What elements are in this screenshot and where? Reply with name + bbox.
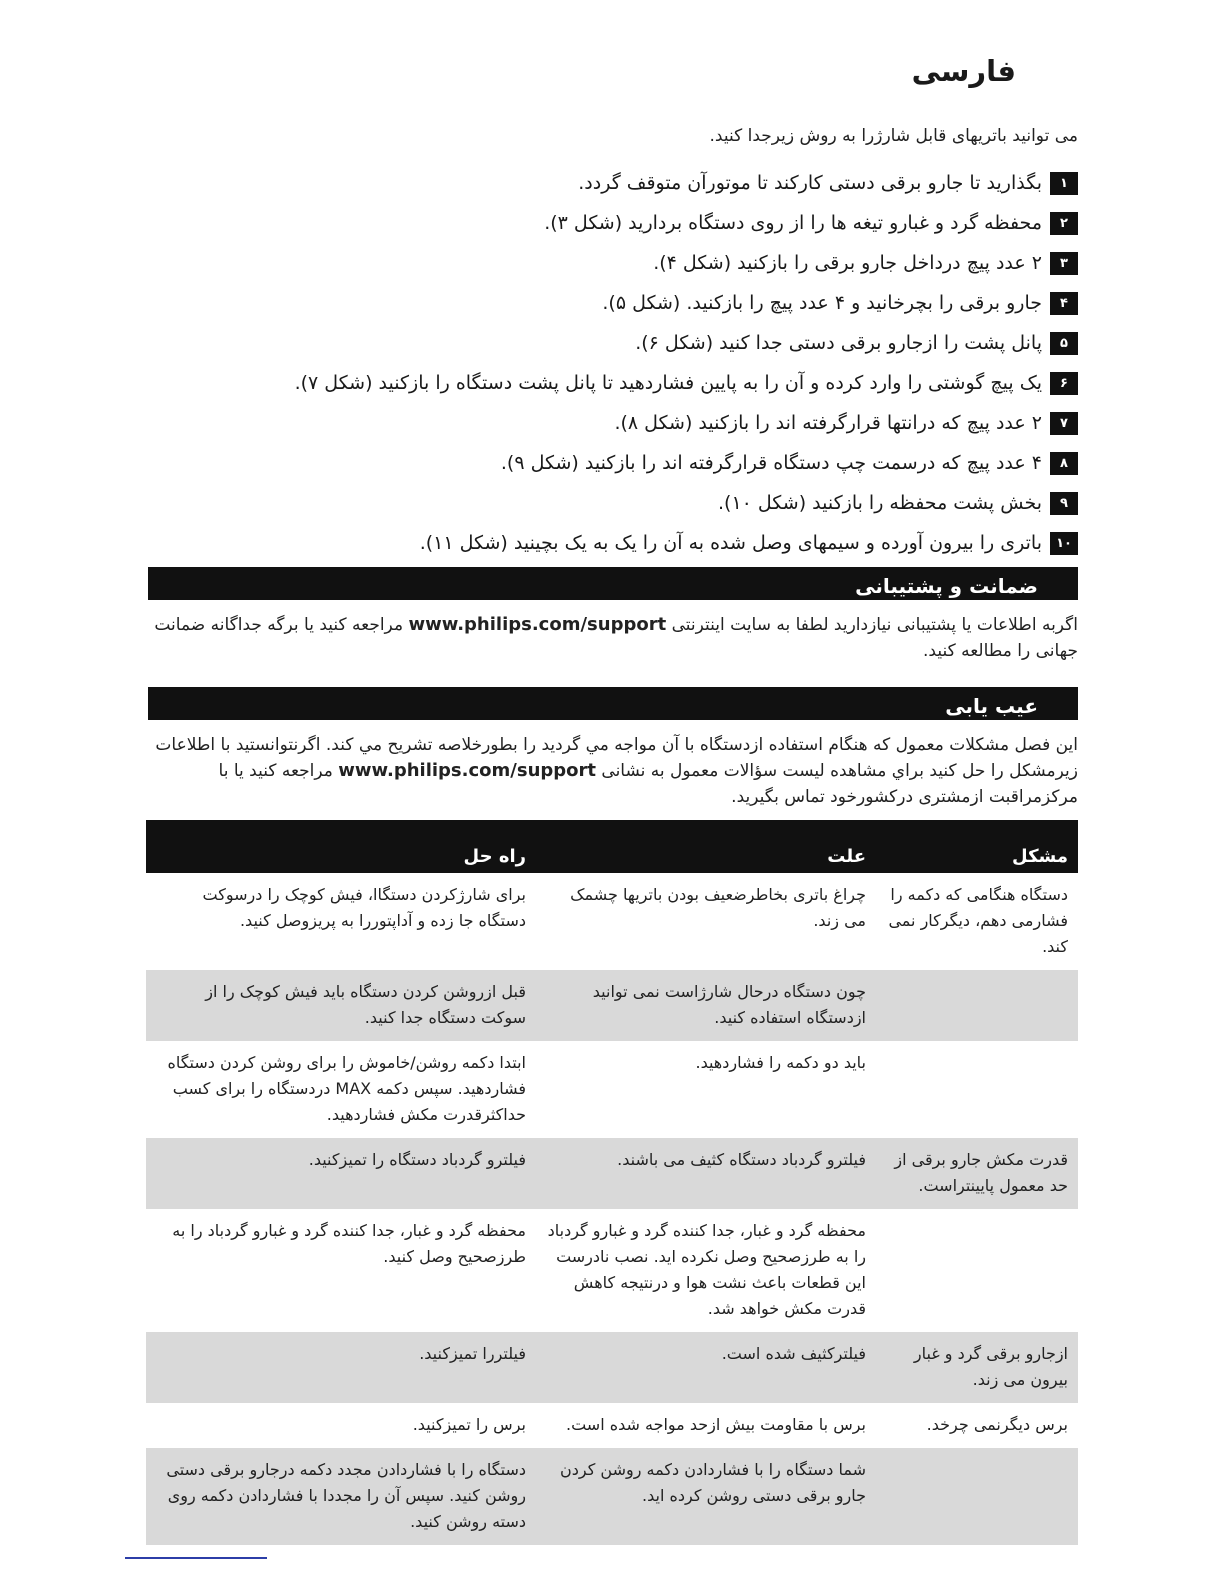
- table-row: [146, 1209, 1078, 1332]
- warranty-heading: ضمانت و پشتیبانی: [855, 574, 1038, 598]
- step-text: ۲ عدد پیچ که درانتها قرارگرفته اند را بازکنید (شکل ۸).: [614, 412, 1042, 434]
- step-text: محفظه گرد و غبارو تیغه ها را از روی دستگاه بردارید (شکل ۳).: [544, 212, 1042, 234]
- cell-cause: شما دستگاه را با فشاردادن دکمه روشن کردن جارو برقی دستی روشن کرده اید.: [536, 1448, 876, 1545]
- cell-problem: [876, 1041, 1078, 1138]
- step-text: بخش پشت محفظه را بازکنید (شکل ۱۰).: [717, 492, 1042, 514]
- table-row: [146, 1448, 1078, 1545]
- step-item: [295, 203, 1078, 243]
- step-text: بگذارید تا جارو برقی دستی کارکند تا موتورآن متوقف گردد.: [578, 172, 1042, 194]
- cell-solution: فیلتررا تمیزکنید.: [146, 1332, 536, 1403]
- table-row: [146, 873, 1078, 970]
- cell-problem: قدرت مکش جارو برقی از حد معمول پایینتراست.: [876, 1138, 1078, 1209]
- header-cause: علت: [536, 820, 876, 873]
- support-link[interactable]: www.philips.com/support: [408, 614, 667, 635]
- step-number: ۳: [1050, 252, 1078, 275]
- intro-text: می توانید باتریهای قابل شارژرا به روش زیرجدا کنید.: [709, 126, 1078, 146]
- cell-problem: ازجارو برقی گرد و غبار بیرون می زند.: [876, 1332, 1078, 1403]
- step-number: ۹: [1050, 492, 1078, 515]
- cell-problem: [876, 1448, 1078, 1545]
- step-item: [295, 283, 1078, 323]
- step-text: یک پیچ گوشتی را وارد کرده و آن را به پایین فشاردهید تا پانل پشت دستگاه را بازکنید (شکل ۷).: [294, 372, 1042, 394]
- step-item: [295, 243, 1078, 283]
- step-item: [295, 443, 1078, 483]
- cell-problem: برس دیگرنمی چرخد.: [926, 1415, 1068, 1434]
- cell-solution: برس را تمیزکنید.: [412, 1415, 526, 1434]
- cell-cause: باید دو دکمه را فشاردهید.: [695, 1053, 866, 1072]
- warranty-text-before: اگربه اطلاعات یا پشتیبانی نیازدارید لطفا به سایت اینترنتی: [666, 615, 1078, 635]
- cell-cause: چراغ باتری بخاطرضعیف بودن باتریها چشمک می زند.: [570, 885, 866, 930]
- step-number: ۴: [1050, 292, 1078, 315]
- step-item: [295, 163, 1078, 203]
- cell-solution: محفظه گرد و غبار، جدا کننده گرد و غبارو گردباد را به طرزصحیح وصل کنید.: [172, 1221, 526, 1266]
- table-row: [146, 1332, 1078, 1403]
- step-text: باتری را بیرون آورده و سیمهای وصل شده به آن را یک به یک بچینید (شکل ۱۱).: [419, 532, 1042, 554]
- warranty-text-after: مراجعه کنید یا برگه جداگانه ضمانت جهانی را مطالعه کنید.: [154, 615, 1078, 661]
- cell-solution: دستگاه را با فشاردادن مجدد دکمه درجارو برقی دستی روشن کنید. سپس آن را مجددا با فشاردادن دکمه روی دسته روشن کنید.: [146, 1448, 536, 1545]
- step-item: [295, 483, 1078, 523]
- cell-cause: فیلترکثیف شده است.: [536, 1332, 876, 1403]
- step-text: جارو برقی را بچرخانید و ۴ عدد پیچ را بازکنید. (شکل ۵).: [602, 292, 1042, 314]
- warranty-heading-bar: [148, 567, 1078, 600]
- step-number: ۸: [1050, 452, 1078, 475]
- troubleshooting-heading: عیب یابی: [945, 694, 1038, 718]
- table-row: [146, 1138, 1078, 1209]
- cell-solution: قبل ازروشن کردن دستگاه باید فیش کوچک را از سوکت دستگاه جدا کنید.: [146, 970, 536, 1041]
- cell-solution: فیلترو گردباد دستگاه را تمیزکنید.: [146, 1138, 536, 1209]
- cell-cause: برس با مقاومت بیش ازحد مواجه شده است.: [565, 1415, 866, 1434]
- troubleshooting-text-after: مراجعه كنيد يا با مرکزمراقبت ازمشتری درکشورخود تماس بگيريد.: [218, 761, 1078, 807]
- cell-problem: [876, 970, 1078, 1041]
- table-header-row: [146, 820, 1078, 873]
- troubleshooting-text: [148, 732, 1078, 810]
- troubleshooting-text-before: این فصل مشکلات معمول که هنگام استفاده ازدستگاه با آن مواجه مي گرديد را بطورخلاصه تشریح مي كند. اگرنتوانستيد با اطلاعات زيرمشكل را حل كنيد براي مشاهده ليست سؤالات معمول به نشانی: [155, 735, 1078, 781]
- step-number: ۵: [1050, 332, 1078, 355]
- step-item: [295, 523, 1078, 563]
- step-item: [295, 323, 1078, 363]
- language-title: فارسی: [911, 54, 1016, 88]
- table-row: [146, 970, 1078, 1041]
- step-text: ۲ عدد پیچ درداخل جارو برقی را بازکنید (شکل ۴).: [653, 252, 1042, 274]
- support-link[interactable]: www.philips.com/support: [338, 760, 596, 781]
- step-item: [295, 363, 1078, 403]
- cell-cause: فیلترو گردباد دستگاه کثیف می باشند.: [536, 1138, 876, 1209]
- cell-cause: محفظه گرد و غبار، جدا کننده گرد و غبارو گردباد را به طرزصحیح وصل نکرده اید. نصب نادرست این قطعات باعث نشت هوا و درنتیجه کاهش قدرت مکش خواهد شد.: [547, 1221, 866, 1318]
- footer-rule: [125, 1557, 267, 1559]
- cell-solution: ابتدا دکمه روشن/خاموش را برای روشن کردن دستگاه فشاردهید. سپس دکمه MAX دردستگاه را برای کسب حداکثرقدرت مکش فشاردهید.: [167, 1053, 526, 1124]
- warranty-text: [148, 612, 1078, 664]
- header-problem: مشکل: [876, 820, 1078, 873]
- cell-solution: برای شارژکردن دستگاا، فیش کوچک را درسوکت دستگاه جا زده و آداپتوررا به پریزوصل کنید.: [202, 885, 526, 930]
- table-row: [146, 1041, 1078, 1138]
- cell-problem: [876, 1209, 1078, 1332]
- cell-problem: دستگاه هنگامی که دکمه را فشارمی دهم، دیگرکار نمی کند.: [888, 885, 1068, 956]
- troubleshooting-heading-bar: [148, 687, 1078, 720]
- step-item: [295, 403, 1078, 443]
- step-number: ۲: [1050, 212, 1078, 235]
- cell-cause: چون دستگاه درحال شارژاست نمی توانید ازدستگاه استفاده کنید.: [536, 970, 876, 1041]
- header-solution: راه حل: [146, 820, 536, 873]
- troubleshooting-table: [146, 820, 1078, 1545]
- step-number: ۷: [1050, 412, 1078, 435]
- table-row: [146, 1403, 1078, 1448]
- battery-removal-steps: [295, 163, 1078, 563]
- step-number: ۱۰: [1050, 532, 1078, 555]
- step-number: ۶: [1050, 372, 1078, 395]
- step-text: پانل پشت را ازجارو برقی دستی جدا کنید (شکل ۶).: [635, 332, 1042, 354]
- step-text: ۴ عدد پیچ که درسمت چپ دستگاه قرارگرفته اند را بازکنید (شکل ۹).: [500, 452, 1042, 474]
- step-number: ۱: [1050, 172, 1078, 195]
